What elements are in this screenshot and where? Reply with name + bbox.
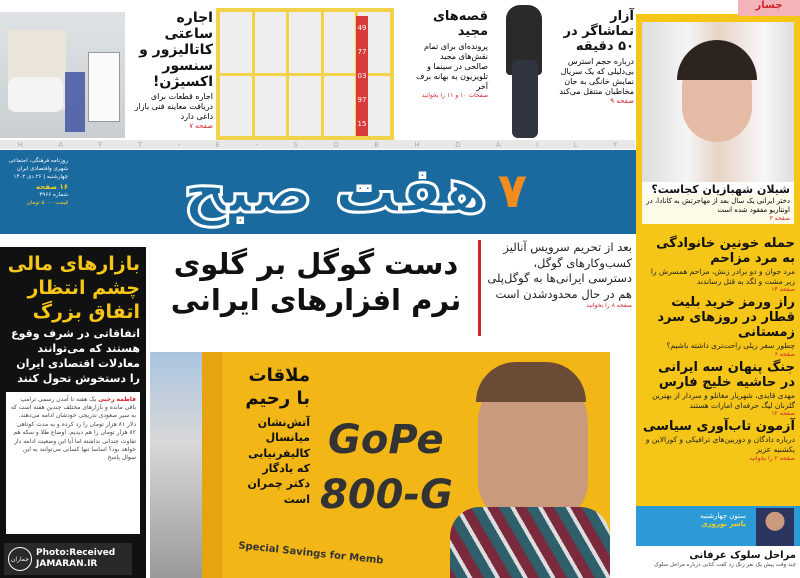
strip-letter: A — [495, 140, 501, 149]
strip-letter: H — [17, 140, 23, 149]
feature-title: شیلان شهبازیان کجاست؟ — [651, 183, 790, 196]
strip-letter: A — [58, 140, 64, 149]
jamaran-logo-icon: جماران — [8, 547, 32, 571]
page-ref: صفحه ۲ را بخوانید — [749, 454, 795, 462]
strip-letter: I — [536, 140, 539, 149]
story-body: پرونده‌ای برای تمام نقش‌های مجید صالحی در سینما و تلویزیون به بهانه برف آخر — [416, 41, 488, 91]
news-body: مرد جوان و دو برادر زنش، مزاحم همسرش را زیر مشت و لگد به قتل رساندند — [650, 266, 795, 286]
news-title: جنگ پنهان سه ایرانی در حاشیه خلیج فارس — [658, 359, 795, 390]
column-label: ستون چهارشنبه — [700, 512, 746, 520]
news-body: مهدی قایدی، شهریار مغانلو و سردار از بهترین گلزنان لیگ حرفه‌ای امارات هستند — [652, 390, 795, 410]
story-title: قصه‌های مجید — [432, 9, 488, 39]
strip-letter: B — [374, 140, 380, 149]
number: 97 — [357, 96, 367, 104]
sidebar-news-item[interactable] — [641, 361, 795, 417]
paper-desc: روزنامه فرهنگی، اجتماعی — [8, 158, 68, 164]
story-catalyst[interactable] — [127, 10, 213, 130]
feature-body: دختر ایرانی یک سال بعد از مهاجرتش به کانادا، در اونتاریو مفقود شده است — [646, 196, 790, 214]
sidebar-news — [636, 234, 800, 506]
story-body: اجاره قطعات برای دریافت معاینه فنی بازار داغی دارد — [134, 92, 213, 122]
story-title: اجاره ساعتی کاتالیزور و سنسور اکسیژن! — [139, 10, 213, 91]
logo — [170, 146, 540, 236]
story-viewer[interactable] — [557, 10, 634, 105]
markets-headline: بازارهای مالی چشم انتظار اتفاق بزرگ — [7, 253, 140, 323]
catalyst-photo — [0, 12, 125, 138]
price: قیمت ۵۰۰۰ تومان — [26, 200, 68, 207]
strip-letter: F — [98, 140, 103, 149]
number: 15 — [357, 120, 367, 128]
page-ref: صفحه ۷ — [189, 122, 213, 131]
article-body: یک هفته تا آمدن رسمی ترامپ باقی مانده و بازارهای مختلف چندین هفته است که به سیر صعودی تدریجی خودشان ادامه می‌دهند. دلار ۸۱ هزار تومان را رد کرده و به مدت کوتاهی ۸۲ هزار تومان را هم دیدیم. اوضاع طلا و سکه هم تفاوت چندانی نداشته اما آیا این وضعیت ادامه دار خواهد بود؟ اساسا تنها کسانی می‌توانند به این سوال پاسخ — [10, 395, 136, 462]
rahim-photo[interactable] — [150, 352, 610, 578]
truck-text: Special Savings for Memb — [237, 540, 384, 567]
masthead — [0, 150, 636, 234]
strip-letter: L — [573, 140, 578, 149]
number: 03 — [357, 72, 367, 80]
main-headline: دست گوگل بر گلوی نرم افزارهای ایرانی — [170, 247, 462, 318]
strip-letter: D — [455, 140, 461, 149]
news-title: آزمون تاب‌آوری سیاسی — [643, 419, 795, 435]
main-story[interactable] — [160, 240, 632, 348]
story-title: آزار تماشاگر در ۵۰ دقیقه — [563, 9, 634, 54]
page-ref: صفحه ۹ — [610, 96, 634, 105]
photo-title: ملاقات با رحیم — [245, 365, 310, 410]
issue-number: شماره ۳۹۶۶ — [39, 192, 68, 199]
strip-letter: T — [138, 140, 143, 149]
truck-text: 800-G — [320, 472, 453, 518]
photo-caption: آتش‌نشان میانسال کالیفرنیایی که یادگار دکتر چمران است — [247, 415, 310, 506]
watermark-site: JAMARAN.IR — [36, 559, 98, 569]
strip-letter: Y — [612, 140, 618, 149]
author: فاطمه رجبی — [98, 395, 136, 403]
news-body: چطور سفر ریلی راحت‌تری داشته باشیم؟ — [666, 341, 795, 351]
story-majid[interactable] — [416, 10, 488, 99]
feature-box[interactable] — [636, 14, 800, 234]
article-box — [6, 392, 140, 534]
magazine-spread-image — [216, 8, 394, 140]
strip-letter: O — [333, 140, 339, 149]
main-subhead: بعد از تحریم سرویس آنالیز کسب‌وکارهای گوگل، دسترسی ایرانی‌ها به گوگل‌پلی هم در حال محدودشدن است — [487, 240, 632, 301]
column-author: یاسر نوروزی — [701, 520, 746, 528]
markets-box[interactable] — [0, 247, 146, 578]
page-ref: صفحه ۸ را بخوانید — [586, 302, 632, 310]
page-ref: صفحه ۱۴ — [771, 286, 795, 294]
author-avatar — [756, 508, 794, 546]
section-tag: جسار — [738, 0, 800, 16]
truck-text: GoPe — [328, 417, 444, 463]
logo-text: هفت صبح — [182, 154, 488, 227]
logo-number: ۷ — [497, 163, 528, 219]
strip-letter: H — [414, 140, 420, 149]
jamaran-watermark — [4, 543, 132, 575]
column-article[interactable] — [640, 550, 796, 568]
column-title: مراحل سلوک عرفانی — [689, 550, 796, 561]
news-body: درباره دادگان و دوربین‌های ترافیکی و کورالاین و یکشنبه عزیز — [645, 435, 795, 454]
paper-desc: شهری واقتصادی ایران — [16, 165, 68, 172]
watermark-credit: Photo:Received — [36, 548, 116, 559]
news-title: حمله خونین خانوادگی به مرد مزاحم — [656, 236, 795, 266]
date: چهارشنبه | ۲۶ دی ۱۴۰۲ — [13, 173, 68, 180]
sidebar-news-item[interactable] — [641, 237, 795, 293]
sidebar-news-item[interactable] — [641, 420, 795, 461]
strip-letter: - — [255, 140, 259, 149]
number: 49 — [357, 24, 367, 32]
markets-subhead: اتفاقاتی در شرف وقوع هستند که می‌توانند معادلات اقتصادی ایران را دستخوش تحول کنند — [11, 327, 140, 385]
column-body: چند وقت پیش یک نفر زنگ زد گفت کتابی درباره مراحل سلوک — [653, 561, 796, 568]
number-column — [356, 16, 368, 136]
story-body: درباره حجم استرس بی‌دلیلی که یک سریال نمایش خانگی به جان مخاطبان منتقل می‌کند — [559, 56, 634, 96]
page-ref: صفحه ۳ — [769, 214, 790, 222]
strip-letter: E — [215, 140, 221, 149]
column-box[interactable] — [636, 506, 800, 546]
motorcycle-photo — [490, 0, 556, 140]
page-count: ۱۶ صفحه — [35, 182, 68, 191]
number: 77 — [357, 48, 367, 56]
strip-letter: S — [293, 140, 298, 149]
page-ref: صفحه ۱۲ — [771, 410, 795, 418]
strip-letter: - — [177, 140, 181, 149]
page-ref: صفحات ۱۰ و ۱۱ را بخوانید — [421, 91, 488, 99]
page-ref: صفحه ۶ — [774, 350, 795, 358]
feature-photo — [642, 22, 794, 194]
news-title: راز ورمز خرید بلیت قطار در روزهای سرد زمستانی — [657, 295, 795, 341]
sidebar-news-item[interactable] — [641, 296, 795, 358]
